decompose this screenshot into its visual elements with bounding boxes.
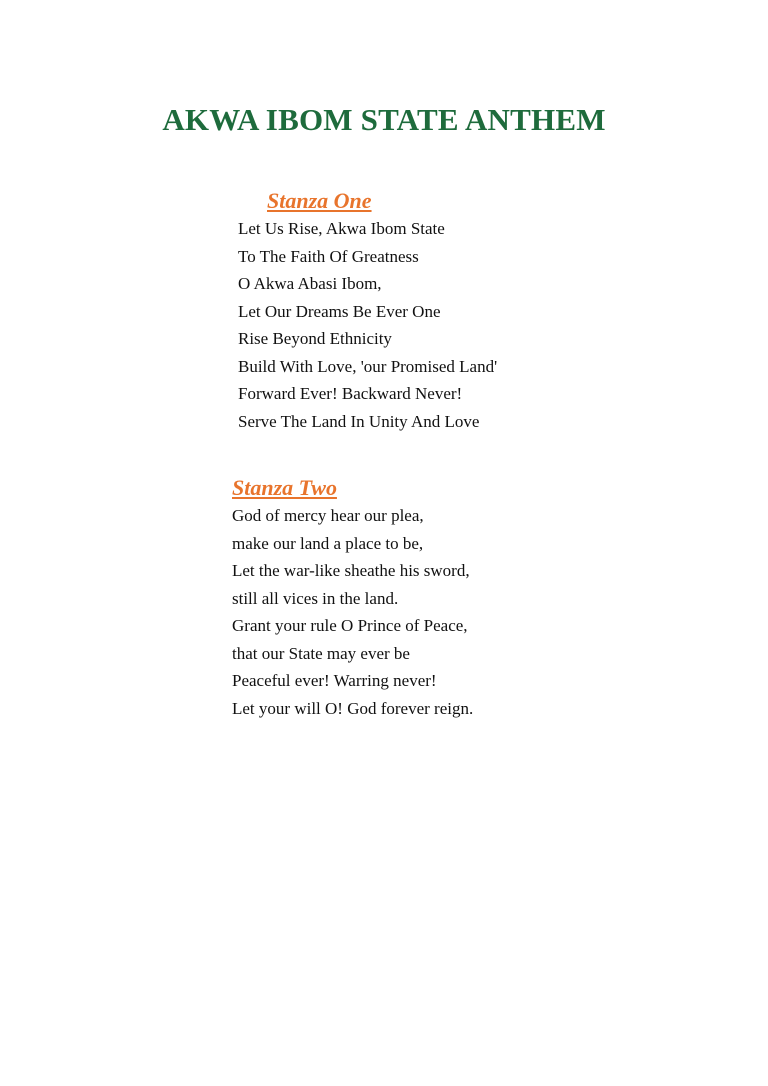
stanza-line: To The Faith Of Greatness: [238, 246, 419, 266]
stanza-line: still all vices in the land.: [232, 588, 399, 608]
stanza-line: Build With Love, 'our Promised Land': [238, 356, 498, 376]
stanza-line: Peaceful ever! Warring never!: [232, 671, 437, 690]
stanza-line: Let the war-like sheathe his sword,: [232, 561, 470, 580]
stanza-lines: [238, 215, 497, 435]
stanza-line: make our land a place to be,: [232, 533, 424, 553]
stanza-line: O Akwa Abasi Ibom,: [238, 274, 382, 293]
stanza-line: Serve The Land In Unity And Love: [238, 411, 480, 431]
stanza-line: Forward Ever! Backward Never!: [238, 384, 463, 403]
stanza-lines: [232, 502, 473, 722]
stanza-line: Rise Beyond Ethnicity: [238, 329, 392, 348]
stanza-heading: Stanza Two: [232, 475, 337, 500]
stanza-line: God of mercy hear our plea,: [232, 506, 424, 525]
stanza-heading: Stanza One: [267, 188, 372, 213]
stanza-one: [238, 187, 497, 435]
stanza-line: that our State may ever be: [232, 643, 410, 663]
stanza-line: Let your will O! God forever reign.: [232, 698, 474, 718]
stanza-two: [232, 474, 473, 722]
stanza-line: Let Our Dreams Be Ever One: [238, 301, 441, 321]
stanza-line: Let Us Rise, Akwa Ibom State: [238, 219, 445, 238]
document-title: AKWA IBOM STATE ANTHEM: [162, 102, 606, 137]
stanza-line: Grant your rule O Prince of Peace,: [232, 616, 468, 635]
